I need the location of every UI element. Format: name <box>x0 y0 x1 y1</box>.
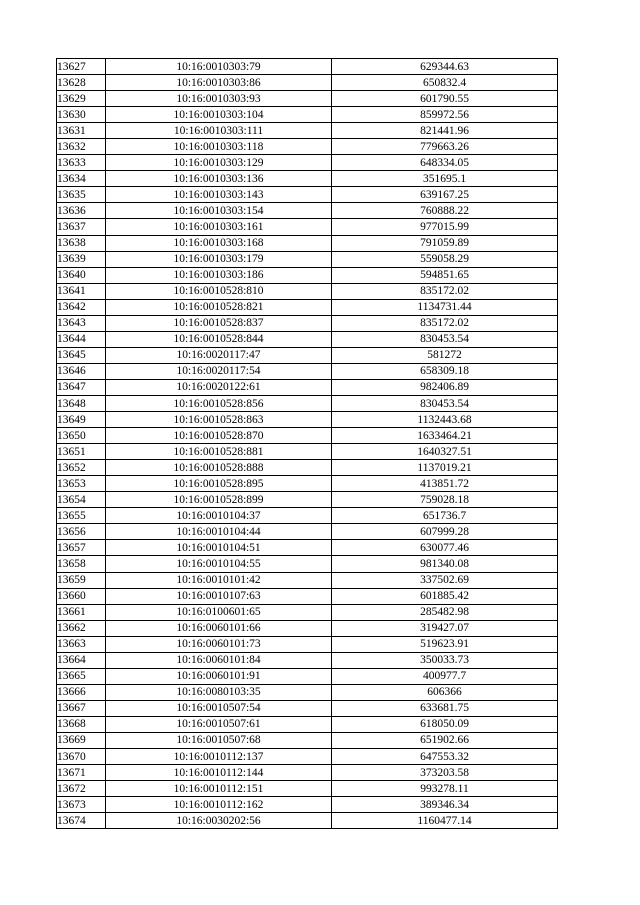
row-number-cell: 13630 <box>57 107 106 123</box>
value-cell: 1640327.51 <box>332 444 558 460</box>
value-cell: 601790.55 <box>332 91 558 107</box>
row-number-cell: 13666 <box>57 684 106 700</box>
value-cell: 413851.72 <box>332 476 558 492</box>
row-number-cell: 13662 <box>57 620 106 636</box>
cadastral-number-cell: 10:16:0010528:870 <box>106 428 332 444</box>
table-row <box>57 572 558 588</box>
row-number-cell: 13664 <box>57 652 106 668</box>
table-row <box>57 556 558 572</box>
value-cell: 977015.99 <box>332 219 558 235</box>
value-cell: 594851.65 <box>332 267 558 283</box>
value-cell: 760888.22 <box>332 203 558 219</box>
value-cell: 607999.28 <box>332 524 558 540</box>
row-number-cell: 13661 <box>57 604 106 620</box>
value-cell: 337502.69 <box>332 572 558 588</box>
row-number-cell: 13640 <box>57 267 106 283</box>
value-cell: 651736.7 <box>332 508 558 524</box>
cadastral-number-cell: 10:16:0010303:161 <box>106 219 332 235</box>
cadastral-number-cell: 10:16:0010528:856 <box>106 395 332 411</box>
row-number-cell: 13665 <box>57 668 106 684</box>
row-number-cell: 13660 <box>57 588 106 604</box>
value-cell: 389346.34 <box>332 797 558 813</box>
table-row <box>57 251 558 267</box>
value-cell: 559058.29 <box>332 251 558 267</box>
cadastral-number-cell: 10:16:0010507:54 <box>106 700 332 716</box>
row-number-cell: 13672 <box>57 781 106 797</box>
table-row <box>57 668 558 684</box>
cadastral-number-cell: 10:16:0020117:54 <box>106 363 332 379</box>
row-number-cell: 13643 <box>57 315 106 331</box>
value-cell: 830453.54 <box>332 331 558 347</box>
row-number-cell: 13633 <box>57 155 106 171</box>
row-number-cell: 13652 <box>57 460 106 476</box>
value-cell: 373203.58 <box>332 765 558 781</box>
table-row <box>57 684 558 700</box>
cadastral-number-cell: 10:16:0010528:863 <box>106 412 332 428</box>
value-cell: 629344.63 <box>332 59 558 75</box>
value-cell: 835172.02 <box>332 283 558 299</box>
value-cell: 400977.7 <box>332 668 558 684</box>
cadastral-number-cell: 10:16:0010303:129 <box>106 155 332 171</box>
value-cell: 581272 <box>332 347 558 363</box>
table-row <box>57 652 558 668</box>
table-row <box>57 91 558 107</box>
row-number-cell: 13627 <box>57 59 106 75</box>
cadastral-number-cell: 10:16:0010303:79 <box>106 59 332 75</box>
cadastral-number-cell: 10:16:0010303:186 <box>106 267 332 283</box>
cadastral-number-cell: 10:16:0020117:47 <box>106 347 332 363</box>
cadastral-number-cell: 10:16:0010104:51 <box>106 540 332 556</box>
value-cell: 639167.25 <box>332 187 558 203</box>
row-number-cell: 13653 <box>57 476 106 492</box>
table-row <box>57 749 558 765</box>
table-row <box>57 331 558 347</box>
row-number-cell: 13641 <box>57 283 106 299</box>
value-cell: 618050.09 <box>332 716 558 732</box>
table-row <box>57 267 558 283</box>
value-cell: 630077.46 <box>332 540 558 556</box>
cadastral-number-cell: 10:16:0060101:84 <box>106 652 332 668</box>
value-cell: 633681.75 <box>332 700 558 716</box>
value-cell: 285482.98 <box>332 604 558 620</box>
table-row <box>57 171 558 187</box>
cadastral-number-cell: 10:16:0010528:899 <box>106 492 332 508</box>
table-row <box>57 203 558 219</box>
row-number-cell: 13657 <box>57 540 106 556</box>
cadastral-number-cell: 10:16:0010303:143 <box>106 187 332 203</box>
row-number-cell: 13669 <box>57 732 106 748</box>
value-cell: 1137019.21 <box>332 460 558 476</box>
row-number-cell: 13632 <box>57 139 106 155</box>
cadastral-number-cell: 10:16:0010303:168 <box>106 235 332 251</box>
table-row <box>57 732 558 748</box>
value-cell: 648334.05 <box>332 155 558 171</box>
table-row <box>57 492 558 508</box>
table-row <box>57 588 558 604</box>
row-number-cell: 13658 <box>57 556 106 572</box>
row-number-cell: 13628 <box>57 75 106 91</box>
cadastral-number-cell: 10:16:0010303:136 <box>106 171 332 187</box>
value-cell: 982406.89 <box>332 379 558 395</box>
table-row <box>57 540 558 556</box>
table-row <box>57 476 558 492</box>
value-cell: 519623.91 <box>332 636 558 652</box>
value-cell: 1160477.14 <box>332 813 558 829</box>
table-row <box>57 283 558 299</box>
table-row <box>57 797 558 813</box>
value-cell: 1132443.68 <box>332 412 558 428</box>
table-row <box>57 428 558 444</box>
row-number-cell: 13655 <box>57 508 106 524</box>
cadastral-number-cell: 10:16:0010112:151 <box>106 781 332 797</box>
table-row <box>57 524 558 540</box>
value-cell: 650832.4 <box>332 75 558 91</box>
table-row <box>57 347 558 363</box>
cadastral-number-cell: 10:16:0010101:42 <box>106 572 332 588</box>
value-cell: 759028.18 <box>332 492 558 508</box>
value-cell: 821441.96 <box>332 123 558 139</box>
row-number-cell: 13649 <box>57 412 106 428</box>
row-number-cell: 13647 <box>57 379 106 395</box>
row-number-cell: 13670 <box>57 749 106 765</box>
table-body <box>57 59 558 829</box>
cadastral-number-cell: 10:16:0010528:810 <box>106 283 332 299</box>
cadastral-number-cell: 10:16:0010112:162 <box>106 797 332 813</box>
value-cell: 351695.1 <box>332 171 558 187</box>
row-number-cell: 13654 <box>57 492 106 508</box>
value-cell: 601885.42 <box>332 588 558 604</box>
cadastral-number-cell: 10:16:0060101:66 <box>106 620 332 636</box>
cadastral-number-cell: 10:16:0030202:56 <box>106 813 332 829</box>
row-number-cell: 13651 <box>57 444 106 460</box>
cadastral-number-cell: 10:16:0020122:61 <box>106 379 332 395</box>
cadastral-number-cell: 10:16:0010528:844 <box>106 331 332 347</box>
row-number-cell: 13663 <box>57 636 106 652</box>
cadastral-number-cell: 10:16:0010104:37 <box>106 508 332 524</box>
table-row <box>57 460 558 476</box>
table-row <box>57 781 558 797</box>
row-number-cell: 13671 <box>57 765 106 781</box>
table-row <box>57 107 558 123</box>
cadastral-number-cell: 10:16:0010528:895 <box>106 476 332 492</box>
cadastral-number-cell: 10:16:0010528:888 <box>106 460 332 476</box>
value-cell: 1633464.21 <box>332 428 558 444</box>
table-row <box>57 299 558 315</box>
row-number-cell: 13667 <box>57 700 106 716</box>
row-number-cell: 13638 <box>57 235 106 251</box>
table-row <box>57 379 558 395</box>
row-number-cell: 13631 <box>57 123 106 139</box>
table-row <box>57 813 558 829</box>
cadastral-number-cell: 10:16:0010107:63 <box>106 588 332 604</box>
data-table <box>56 58 558 829</box>
value-cell: 779663.26 <box>332 139 558 155</box>
table-row <box>57 508 558 524</box>
table-row <box>57 620 558 636</box>
value-cell: 993278.11 <box>332 781 558 797</box>
value-cell: 651902.66 <box>332 732 558 748</box>
table-row <box>57 716 558 732</box>
row-number-cell: 13639 <box>57 251 106 267</box>
table-row <box>57 219 558 235</box>
row-number-cell: 13650 <box>57 428 106 444</box>
cadastral-number-cell: 10:16:0060101:91 <box>106 668 332 684</box>
row-number-cell: 13629 <box>57 91 106 107</box>
row-number-cell: 13646 <box>57 363 106 379</box>
table-row <box>57 123 558 139</box>
value-cell: 859972.56 <box>332 107 558 123</box>
row-number-cell: 13634 <box>57 171 106 187</box>
cadastral-number-cell: 10:16:0010528:821 <box>106 299 332 315</box>
row-number-cell: 13635 <box>57 187 106 203</box>
cadastral-number-cell: 10:16:0010528:837 <box>106 315 332 331</box>
row-number-cell: 13648 <box>57 395 106 411</box>
row-number-cell: 13674 <box>57 813 106 829</box>
document-page <box>56 58 558 829</box>
row-number-cell: 13642 <box>57 299 106 315</box>
value-cell: 647553.32 <box>332 749 558 765</box>
table-row <box>57 395 558 411</box>
cadastral-number-cell: 10:16:0010303:179 <box>106 251 332 267</box>
cadastral-number-cell: 10:16:0010507:68 <box>106 732 332 748</box>
row-number-cell: 13656 <box>57 524 106 540</box>
table-row <box>57 700 558 716</box>
row-number-cell: 13636 <box>57 203 106 219</box>
value-cell: 830453.54 <box>332 395 558 411</box>
row-number-cell: 13637 <box>57 219 106 235</box>
cadastral-number-cell: 10:16:0010303:118 <box>106 139 332 155</box>
cadastral-number-cell: 10:16:0100601:65 <box>106 604 332 620</box>
cadastral-number-cell: 10:16:0010303:104 <box>106 107 332 123</box>
value-cell: 835172.02 <box>332 315 558 331</box>
cadastral-number-cell: 10:16:0060101:73 <box>106 636 332 652</box>
value-cell: 319427.07 <box>332 620 558 636</box>
cadastral-number-cell: 10:16:0010104:55 <box>106 556 332 572</box>
table-row <box>57 604 558 620</box>
cadastral-number-cell: 10:16:0010303:86 <box>106 75 332 91</box>
value-cell: 1134731.44 <box>332 299 558 315</box>
table-row <box>57 59 558 75</box>
value-cell: 981340.08 <box>332 556 558 572</box>
cadastral-number-cell: 10:16:0010303:154 <box>106 203 332 219</box>
cadastral-number-cell: 10:16:0010104:44 <box>106 524 332 540</box>
table-row <box>57 235 558 251</box>
row-number-cell: 13668 <box>57 716 106 732</box>
value-cell: 658309.18 <box>332 363 558 379</box>
cadastral-number-cell: 10:16:0010303:93 <box>106 91 332 107</box>
table-row <box>57 444 558 460</box>
table-row <box>57 412 558 428</box>
cadastral-number-cell: 10:16:0010303:111 <box>106 123 332 139</box>
cadastral-number-cell: 10:16:0010112:137 <box>106 749 332 765</box>
value-cell: 606366 <box>332 684 558 700</box>
table-row <box>57 315 558 331</box>
table-row <box>57 636 558 652</box>
value-cell: 791059.89 <box>332 235 558 251</box>
row-number-cell: 13659 <box>57 572 106 588</box>
table-row <box>57 765 558 781</box>
table-row <box>57 363 558 379</box>
row-number-cell: 13644 <box>57 331 106 347</box>
row-number-cell: 13645 <box>57 347 106 363</box>
cadastral-number-cell: 10:16:0080103:35 <box>106 684 332 700</box>
table-row <box>57 187 558 203</box>
cadastral-number-cell: 10:16:0010507:61 <box>106 716 332 732</box>
cadastral-number-cell: 10:16:0010528:881 <box>106 444 332 460</box>
row-number-cell: 13673 <box>57 797 106 813</box>
cadastral-number-cell: 10:16:0010112:144 <box>106 765 332 781</box>
value-cell: 350033.73 <box>332 652 558 668</box>
table-row <box>57 155 558 171</box>
table-row <box>57 139 558 155</box>
table-row <box>57 75 558 91</box>
